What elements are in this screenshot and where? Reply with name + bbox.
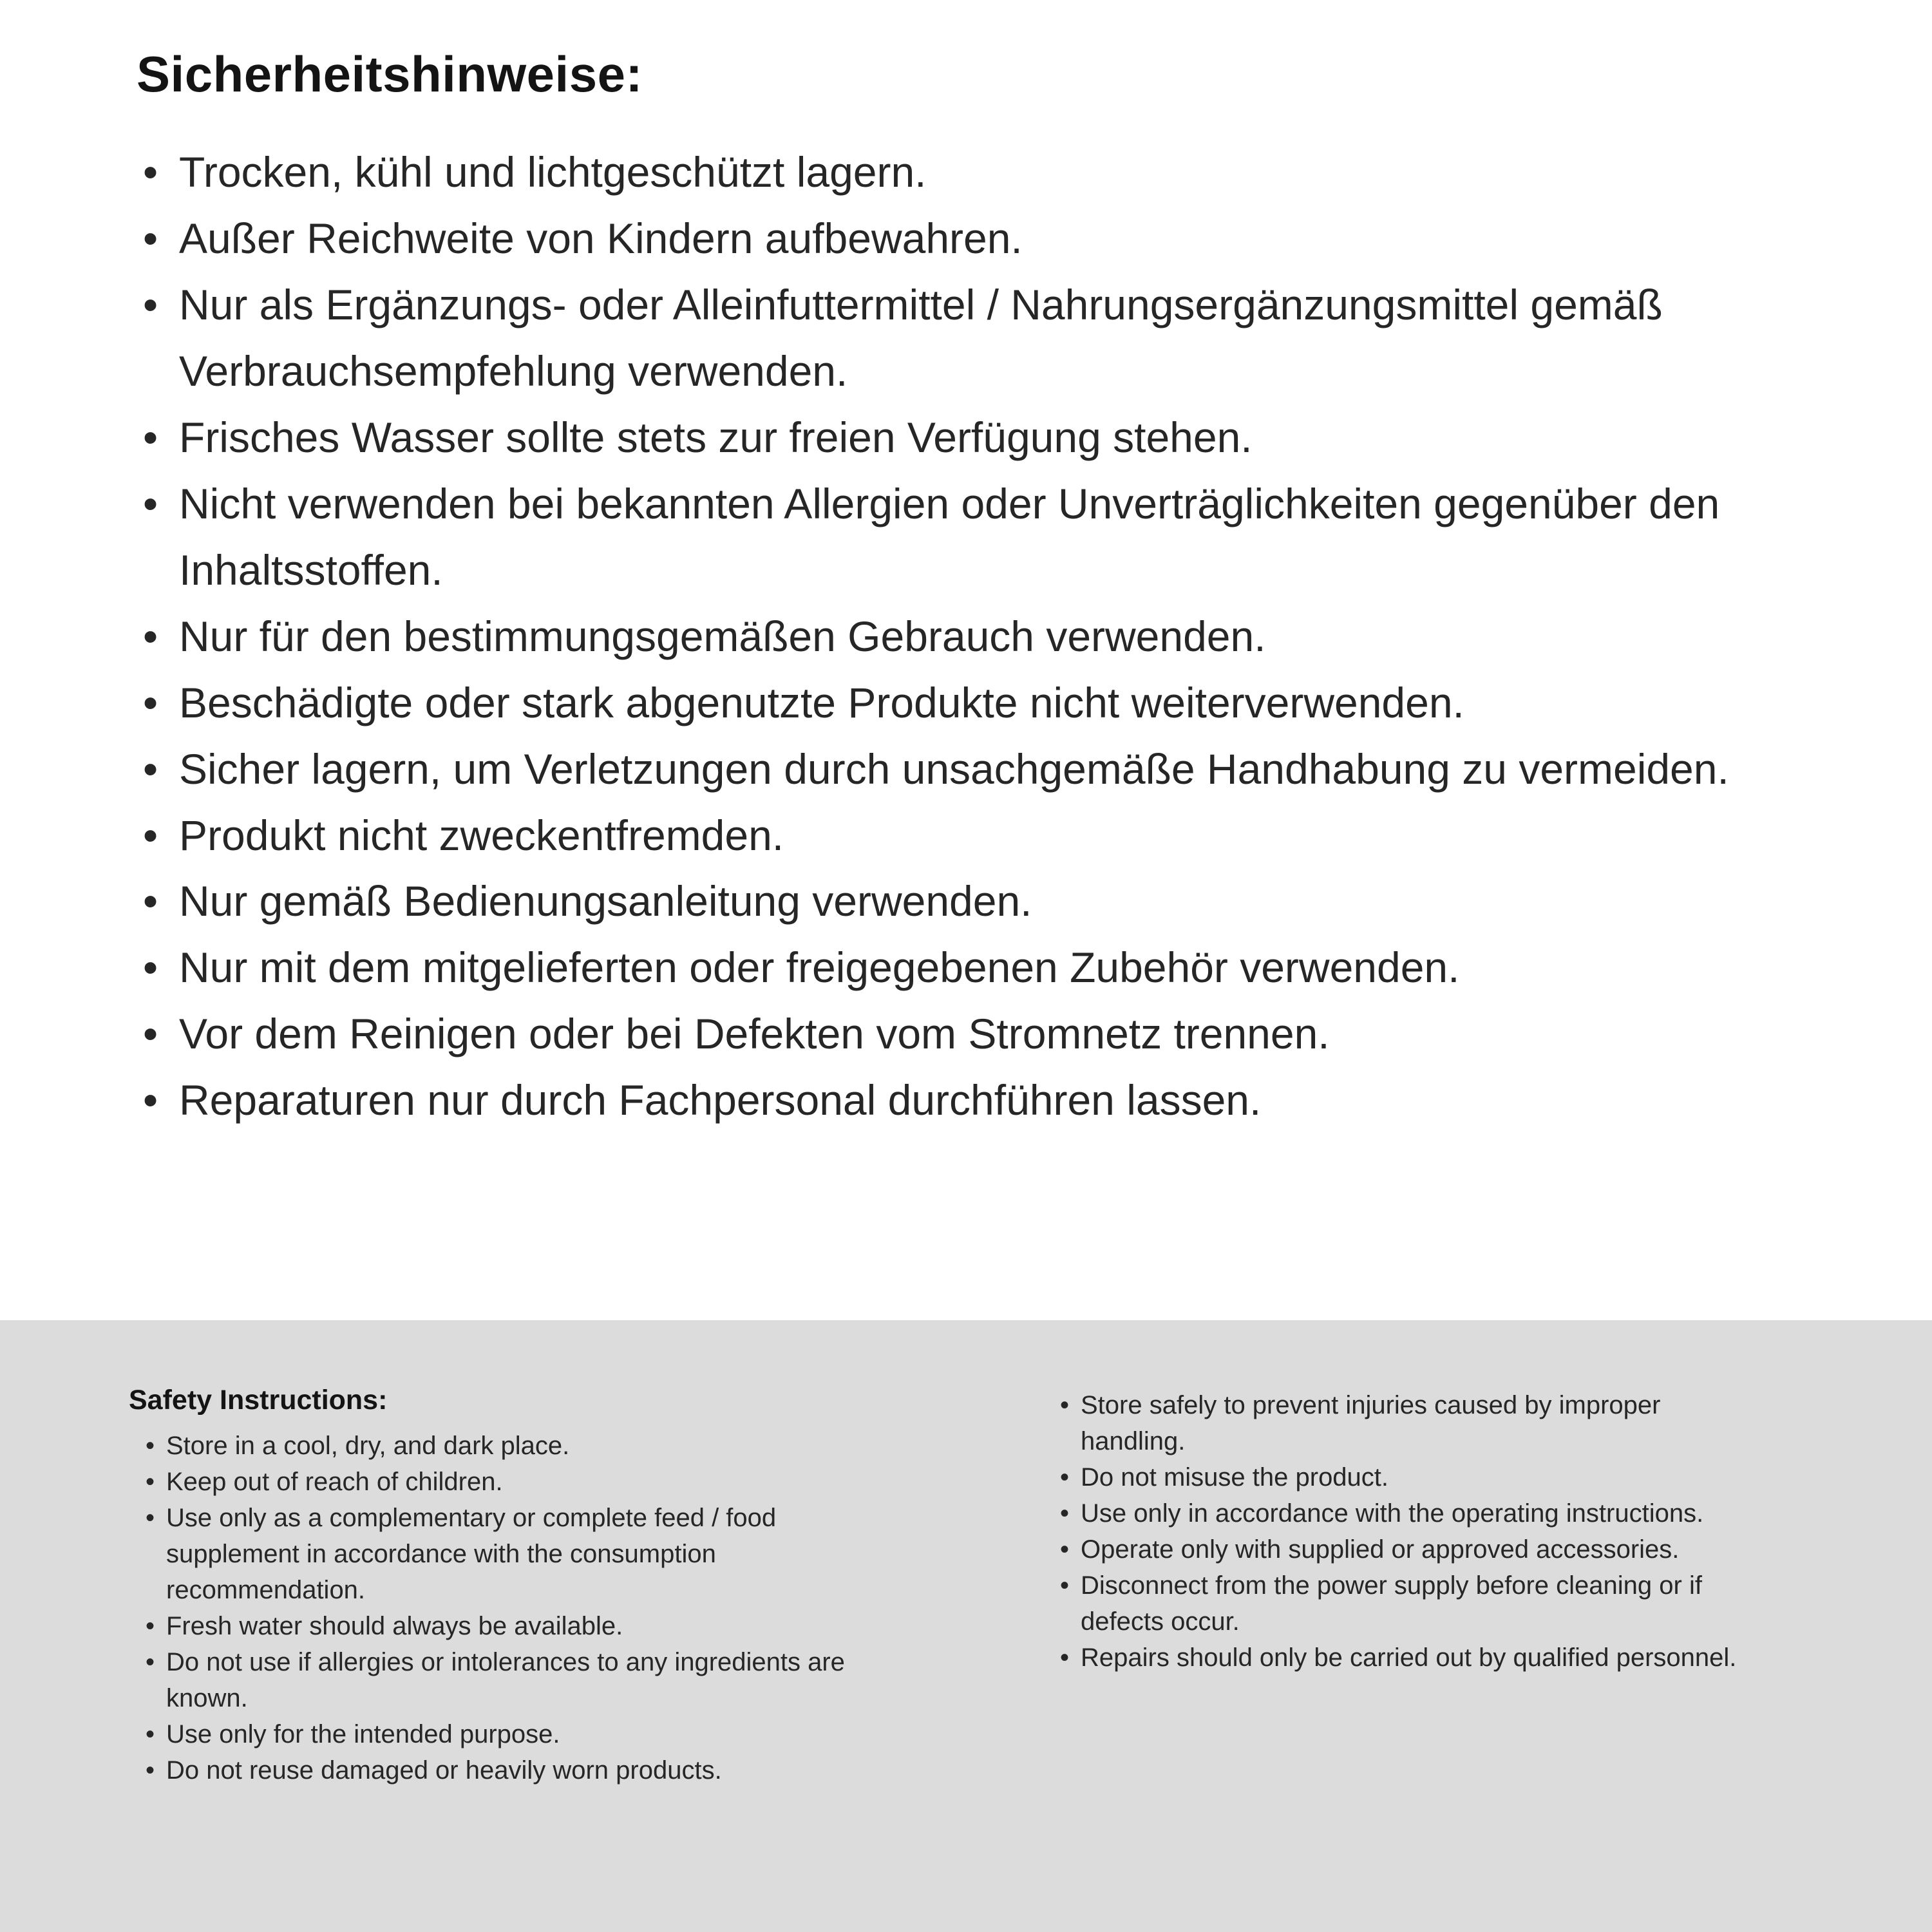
german-safety-item: • Nur gemäß Bedienungsanleitung verwenden.: [137, 868, 1824, 934]
english-left-column: [129, 1385, 869, 1788]
german-safety-item: • Sicher lagern, um Verletzungen durch unsachgemäße Handhabung zu vermeiden.: [137, 736, 1824, 802]
english-right-column: [1056, 1385, 1745, 1676]
german-safety-item: • Nur als Ergänzungs- oder Alleinfuttermittel / Nahrungsergänzungsmittel gemäß Verbrauchsempfehlung verwenden.: [137, 272, 1824, 404]
english-safety-item: • Repairs should only be carried out by qualified personnel.: [1056, 1640, 1745, 1676]
german-safety-item: • Beschädigte oder stark abgenutzte Produkte nicht weiterverwenden.: [137, 670, 1824, 736]
german-safety-item: • Nur mit dem mitgelieferten oder freigegebenen Zubehör verwenden.: [137, 934, 1824, 1001]
english-safety-item: • Do not reuse damaged or heavily worn products.: [142, 1752, 869, 1788]
german-safety-item: • Produkt nicht zweckentfremden.: [137, 802, 1824, 869]
english-safety-item: • Disconnect from the power supply before cleaning or if defects occur.: [1056, 1567, 1745, 1640]
german-safety-item: • Nicht verwenden bei bekannten Allergien oder Unverträglichkeiten gegenüber den Inhaltsstoffen.: [137, 471, 1824, 603]
english-safety-item: • Store safely to prevent injuries caused by improper handling.: [1056, 1387, 1745, 1459]
german-safety-item: • Frisches Wasser sollte stets zur freien Verfügung stehen.: [137, 404, 1824, 471]
german-safety-item: • Außer Reichweite von Kindern aufbewahren.: [137, 205, 1824, 272]
english-safety-item: • Do not misuse the product.: [1056, 1459, 1745, 1495]
english-safety-item: • Do not use if allergies or intolerances to any ingredients are known.: [142, 1644, 869, 1716]
english-safety-section: [0, 1320, 1932, 1932]
english-safety-item: • Store in a cool, dry, and dark place.: [142, 1428, 869, 1464]
english-safety-item: • Use only for the intended purpose.: [142, 1716, 869, 1752]
english-safety-item: • Use only in accordance with the operating instructions.: [1056, 1495, 1745, 1531]
german-safety-item: • Trocken, kühl und lichtgeschützt lagern.: [137, 139, 1824, 205]
german-heading: Sicherheitshinweise:: [137, 46, 643, 102]
german-safety-item: • Nur für den bestimmungsgemäßen Gebrauch verwenden.: [137, 603, 1824, 670]
english-safety-list-right: [1056, 1387, 1745, 1676]
english-safety-list-left: [129, 1428, 869, 1788]
german-safety-item: • Reparaturen nur durch Fachpersonal durchführen lassen.: [137, 1067, 1824, 1133]
english-safety-item: • Fresh water should always be available.: [142, 1608, 869, 1644]
english-safety-item: • Operate only with supplied or approved accessories.: [1056, 1531, 1745, 1567]
english-safety-item: • Keep out of reach of children.: [142, 1464, 869, 1500]
english-heading: Safety Instructions:: [129, 1385, 388, 1416]
english-safety-item: • Use only as a complementary or complete feed / food supplement in accordance with the consumption recommendation.: [142, 1500, 869, 1608]
german-safety-item: • Vor dem Reinigen oder bei Defekten vom Stromnetz trennen.: [137, 1001, 1824, 1067]
german-safety-list: [137, 139, 1824, 1133]
